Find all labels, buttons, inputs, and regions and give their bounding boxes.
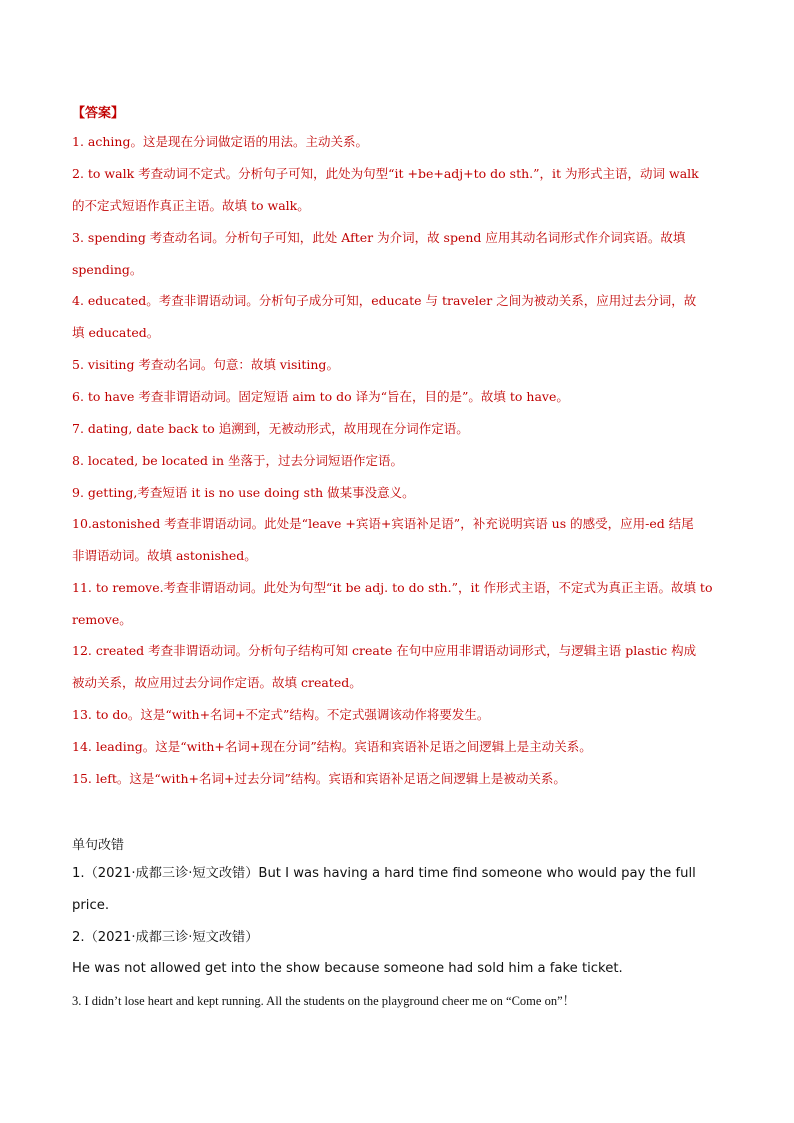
question-line: price.: [72, 898, 110, 913]
answer-line: 15. left。这是“with+名词+过去分词”结构。宾语和宾语补足语之间逻辑上是被动关系。: [72, 771, 566, 786]
answer-line: 9. getting,考查短语 it is no use doing sth 做某事没意义。: [72, 485, 415, 500]
answer-line: 14. leading。这是“with+名词+现在分词”结构。宾语和宾语补足语之间逻辑上是主动关系。: [72, 739, 592, 754]
answer-line: 6. to have 考查非谓语动词。固定短语 aim to do 译为“旨在，目的是”。故填 to have。: [72, 389, 569, 404]
question-line: 1.（2021·成都三诊·短文改错）But I was having a hard time find someone who would pay the full: [72, 866, 696, 881]
answer-line: 7. dating, date back to 追溯到，无被动形式，故用现在分词作定语。: [72, 421, 469, 436]
question-line: He was not allowed get into the show because someone had sold him a fake ticket.: [72, 961, 623, 976]
answer-line: 非谓语动词。故填 astonished。: [72, 548, 257, 563]
answer-line: spending。: [72, 262, 143, 277]
answer-line: 填 educated。: [72, 325, 160, 340]
answer-line: 8. located, be located in 坐落于，过去分词短语作定语。: [72, 453, 404, 468]
question-line: 3. I didn’t lose heart and kept running. All the students on the playground cheer me on “Come on”！: [72, 994, 576, 1008]
question-line: 2.（2021·成都三诊·短文改错）: [72, 930, 259, 945]
answer-heading: 【答案】: [72, 106, 125, 121]
section-title: 单句改错: [72, 838, 125, 853]
answer-line: remove。: [72, 612, 132, 627]
answer-line: 10.astonished 考查非谓语动词。此处是“leave +宾语+宾语补足语”，补充说明宾语 us 的感受，应用-ed 结尾: [72, 516, 694, 531]
answer-line: 11. to remove.考查非谓语动词。此处为句型“it be adj. to do sth.”，it 作形式主语，不定式为真正主语。故填 to: [72, 580, 713, 595]
answer-line: 4. educated。考查非谓语动词。分析句子成分可知，educate 与 traveler 之间为被动关系，应用过去分词，故: [72, 293, 697, 308]
answer-line: 13. to do。这是“with+名词+不定式”结构。不定式强调该动作将要发生。: [72, 707, 490, 722]
answer-line: 2. to walk 考查动词不定式。分析句子可知，此处为句型“it +be+adj+to do sth.”，it 为形式主语，动词 walk: [72, 166, 699, 181]
answer-line: 12. created 考查非谓语动词。分析句子结构可知 create 在句中应用非谓语动词形式，与逻辑主语 plastic 构成: [72, 643, 697, 658]
answer-line: 1. aching。这是现在分词做定语的用法。主动关系。: [72, 134, 368, 149]
answer-line: 被动关系，故应用过去分词作定语。故填 created。: [72, 675, 362, 690]
answer-line: 3. spending 考查动名词。分析句子可知，此处 After 为介词，故 spend 应用其动名词形式作介词宾语。故填: [72, 230, 686, 245]
answer-line: 5. visiting 考查动名词。句意：故填 visiting。: [72, 357, 339, 372]
answer-line: 的不定式短语作真正主语。故填 to walk。: [72, 198, 310, 213]
